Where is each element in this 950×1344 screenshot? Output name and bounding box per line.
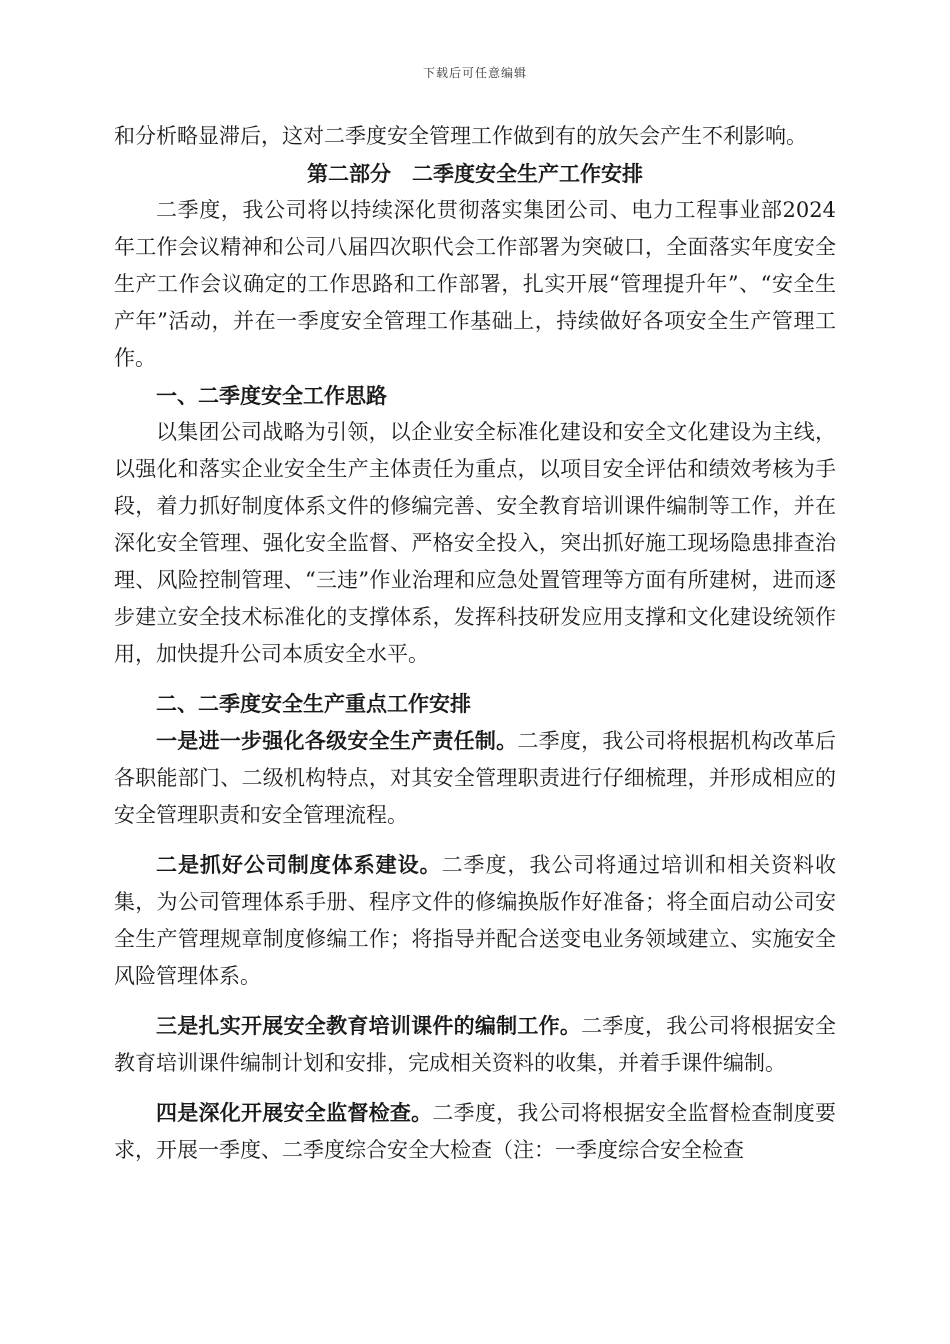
- overview-paragraph: 二季度，我公司将以持续深化贯彻落实集团公司、电力工程事业部2024年工作会议精神和公司八届四次职代会工作部署为突破口，全面落实年度安全生产工作会议确定的工作思路和工作部署，扎实开展“管理提升年”、“安全生产年”活动，并在一季度安全管理工作基础上，持续做好各项安全生产管理工作。: [114, 198, 836, 370]
- work-item-3-body: 二季度，我公司将根据安全教育培训课件编制计划和安排，完成相关资料的收集，并着手课件编制。: [114, 1014, 837, 1075]
- intro-tail-paragraph: 和分析略显滞后，这对二季度安全管理工作做到有的放矢会产生不利影响。: [114, 124, 807, 148]
- heading-key-work: 二、二季度安全生产重点工作安排: [156, 691, 471, 716]
- work-item-4-body: 二季度，我公司将根据安全监督检查制度要求，开展一季度、二季度综合安全大检查（注：一季度综合安全检查: [114, 1101, 837, 1162]
- work-item-1-body: 二季度，我公司将根据机构改革后各职能部门、二级机构特点，对其安全管理职责进行仔细梳理，并形成相应的安全管理职责和安全管理流程。: [114, 729, 837, 827]
- work-item-4-lead: 四是深化开展安全监督检查。: [156, 1100, 433, 1125]
- page-header-note: 下载后可任意编辑: [422, 66, 527, 80]
- work-item-2-body: 二季度，我公司将通过培训和相关资料收集，为公司管理体系手册、程序文件的修编换版作好准备；将全面启动公司安全生产管理规章制度修编工作；将指导并配合送变电业务领域建立、实施安全风险管理体系。: [114, 853, 837, 988]
- heading-thinking: 一、二季度安全工作思路: [156, 383, 387, 408]
- thinking-paragraph: 以集团公司战略为引领，以企业安全标准化建设和安全文化建设为主线，以强化和落实企业安全生产主体责任为重点，以项目安全评估和绩效考核为手段，着力抓好制度体系文件的修编完善、安全教育培训课件编制等工作，并在深化安全管理、强化安全监督、严格安全投入，突出抓好施工现场隐患排查治理、风险控制管理、“三违”作业治理和应急处置管理等方面有所建树，进而逐步建立安全技术标准化的支撑体系，发挥科技研发应用支撑和文化建设统领作用，加快提升公司本质安全水平。: [114, 420, 836, 666]
- document-body: [114, 118, 836, 1169]
- work-item-2-lead: 二是抓好公司制度体系建设。: [156, 852, 442, 877]
- part-title: 第二部分 二季度安全生产工作安排: [307, 161, 643, 186]
- work-item-1-lead: 一是进一步强化各级安全生产责任制。: [156, 728, 518, 753]
- work-item-3-lead: 三是扎实开展安全教育培训课件的编制工作。: [156, 1013, 582, 1038]
- work-item-4: [114, 1094, 836, 1169]
- work-item-2: [114, 846, 836, 995]
- work-item-3: [114, 1007, 836, 1082]
- work-item-1: [114, 722, 836, 834]
